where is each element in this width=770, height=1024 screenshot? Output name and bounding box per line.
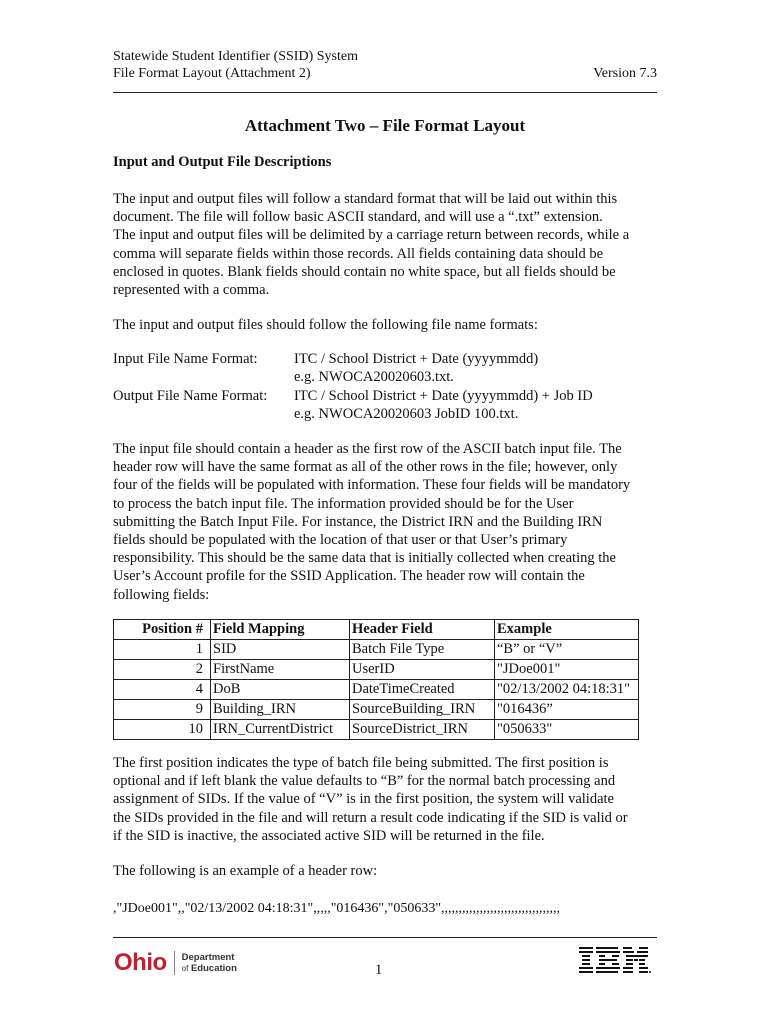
paragraph-line: The first position indicates the type of batch file being submitted. The first position is [113,755,609,771]
paragraph-line: represented with a comma. [113,282,270,299]
paragraph-line: optional and if left blank the value defaults to “B” for the normal batch processing and [113,773,616,790]
cell-header-field: SourceBuilding_IRN [350,700,495,720]
column-header-position: Position # [114,620,211,640]
output-format-example: e.g. NWOCA20020603 JobID 100.txt. [294,406,519,422]
paragraph-line: following fields: [113,586,210,603]
section-heading: Input and Output File Descriptions [113,154,332,170]
cell-header-field: DateTimeCreated [350,680,495,700]
cell-position: 9 [114,700,211,720]
paragraph-line: submitting the Batch Input File. For instance, the District IRN and the Building IRN [113,513,603,530]
cell-field-mapping: DoB [211,680,350,700]
paragraph-line: comma will separate fields within those records. All fields containing data should be [113,245,604,262]
cell-field-mapping: IRN_CurrentDistrict [211,720,350,740]
paragraph-file-descriptions [113,190,658,299]
paragraph-line: the SIDs provided in the file and will return a result code indicating if the SID is valid or [113,809,628,826]
table-row [114,660,639,680]
footer-rule [113,937,657,938]
paragraph-line: fields should be populated with the location of that user or that User’s primary [113,532,568,549]
header-document-name: File Format Layout (Attachment 2) [113,66,311,81]
paragraph-name-formats-intro: The input and output files should follow the following file name formats: [113,317,538,333]
dept-line-2: Education [190,963,237,974]
page-header [113,48,657,82]
column-header-example: Example [495,620,639,640]
logo-divider [174,951,175,975]
paragraph-line: header row will have the same format as all of the other rows in the file; however, only [113,459,618,476]
paragraph-line: assignment of SIDs. If the value of “V” is in the first position, the system will validate [113,791,614,808]
paragraph-line: The input and output files will be delimited by a carriage return between records, while a [113,227,630,244]
paragraph-first-position [113,754,658,845]
page-title: Attachment Two – File Format Layout [244,116,526,135]
cell-header-field: SourceDistrict_IRN [350,720,495,740]
cell-position: 2 [114,660,211,680]
paragraph-header-row [113,440,658,604]
cell-header-field: UserID [350,660,495,680]
header-version: Version 7.3 [593,66,657,81]
table-row [114,700,639,720]
cell-position: 4 [114,680,211,700]
cell-example: "050633" [495,720,639,740]
dept-line-1: Department [181,952,235,963]
header-system-name: Statewide Student Identifier (SSID) System [113,49,358,64]
paragraph-example-intro: The following is an example of a header row: [113,863,378,879]
header-fields-table [113,619,639,740]
cell-example: "JDoe001" [495,660,639,680]
page-number: 1 [375,962,383,978]
paragraph-line: four of the fields will be populated with information. These four fields will be mandatory [113,477,631,494]
cell-field-mapping: FirstName [211,660,350,680]
cell-example: “B” or “V” [495,640,639,660]
paragraph-line: The input file should contain a header as the first row of the ASCII batch input file. The [113,441,622,457]
output-format-value: ITC / School District + Date (yyyymmdd) + Job ID [294,388,593,404]
input-format-label: Input File Name Format: [113,351,258,367]
table-row [114,720,639,740]
paragraph-line: to process the batch input file. The information provided should be for the User [113,495,574,512]
column-header-header-field: Header Field [350,620,495,640]
input-format-value: ITC / School District + Date (yyyymmdd) [294,351,539,367]
table-row [114,680,639,700]
paragraph-line: if the SID is inactive, the associated active SID will be returned in the file. [113,827,545,844]
cell-position: 1 [114,640,211,660]
table-row [114,640,639,660]
header-rule [113,92,657,93]
paragraph-line: enclosed in quotes. Blank fields should contain no white space, but all fields should be [113,263,616,280]
cell-field-mapping: SID [211,640,350,660]
cell-example: "016436” [495,700,639,720]
ohio-education-logo [114,948,237,978]
department-of-education-text [182,952,237,974]
paragraph-line: document. The file will follow basic ASCII standard, and will use a “.txt” extension. [113,209,603,226]
cell-field-mapping: Building_IRN [211,700,350,720]
ibm-logo [579,946,651,974]
output-format-label: Output File Name Format: [113,388,268,404]
cell-header-field: Batch File Type [350,640,495,660]
input-format-example: e.g. NWOCA20020603.txt. [294,369,454,385]
paragraph-line: The input and output files will follow a standard format that will be laid out within this [113,191,618,207]
dept-of: of [181,964,189,973]
header-row-example: ,"JDoe001",,"02/13/2002 04:18:31",,,,,"016436","050633",,,,,,,,,,,,,,,,,,,,,,,,,,,,,,,,,, [113,901,561,916]
table-header-row [114,620,639,640]
ohio-logo-word: Ohio [114,949,167,976]
paragraph-line: User’s Account profile for the SSID Application. The header row will contain the [113,568,585,585]
cell-position: 10 [114,720,211,740]
cell-example: "02/13/2002 04:18:31" [495,680,639,700]
paragraph-line: responsibility. This should be the same data that is initially collected when creating the [113,550,616,567]
column-header-field-mapping: Field Mapping [211,620,350,640]
